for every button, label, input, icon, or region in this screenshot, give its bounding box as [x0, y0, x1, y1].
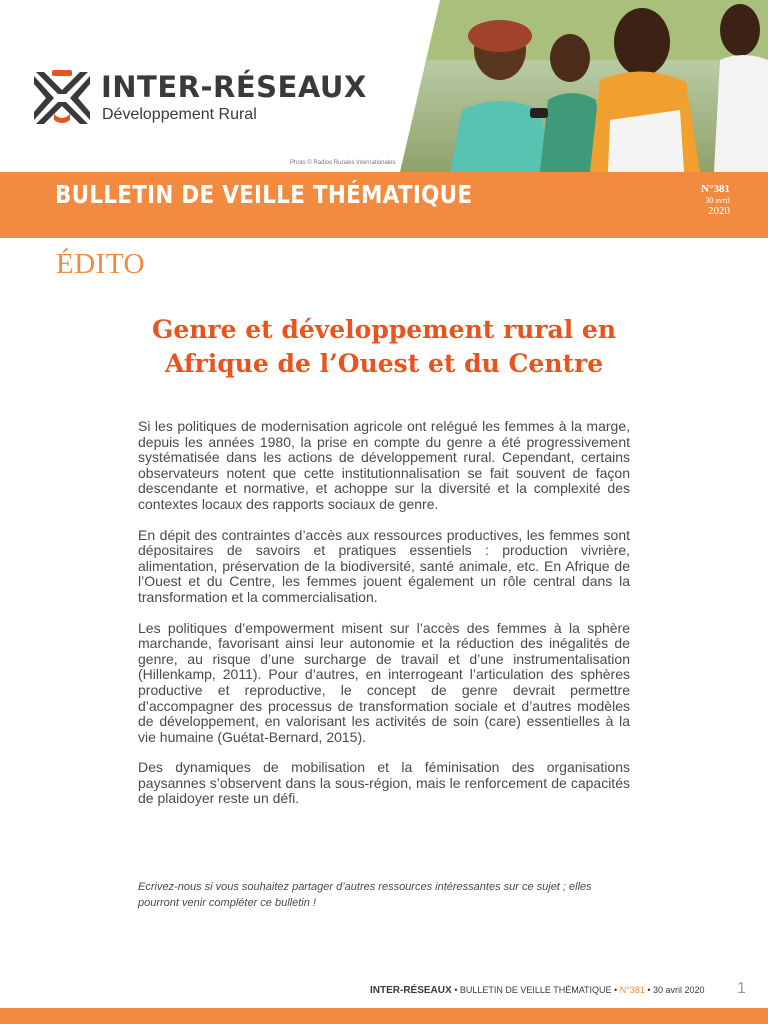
section-label: ÉDITO	[56, 248, 145, 280]
paragraph: Si les politiques de modernisation agricole ont relégué les femmes à la marge, depuis les années 1980, la prise en compte du genre a été progressivement systématisée dans les actions de développement rural. Cependant, certains observateurs notent que cette institutionnalisation se fait souvent de façon descendante et normative, et achoppe sur la diversité et la complexité des contextes locaux des rapports sociaux de genre.	[138, 418, 630, 512]
brand-title: INTER-RÉSEAUX	[101, 70, 367, 104]
page-header	[0, 0, 768, 172]
article-body	[138, 419, 630, 822]
issue-info	[701, 180, 730, 217]
cover-photo	[380, 0, 768, 172]
brand-subtitle: Développement Rural	[102, 106, 257, 123]
issue-year: 2020	[708, 205, 730, 217]
issue-day: 30 avril	[705, 196, 730, 205]
headline-line-1: Genre et développement rural en	[151, 315, 616, 344]
paragraph: En dépit des contraintes d’accès aux ressources productives, les femmes sont dépositaires de savoirs et pratiques essentiels : production vivrière, alimentation, préservation de la biodiversité, santé animale, etc. En Afrique de l’Ouest et du Centre, les femmes jouent également un rôle central dans la transformation et la commercialisation.	[138, 526, 630, 605]
page-number: 1	[737, 980, 746, 997]
headline-line-2: Afrique de l’Ouest et du Centre	[164, 349, 604, 378]
paragraph: Des dynamiques de mobilisation et la féminisation des organisations paysannes s’observent dans la sous-région, mais le renforcement de capacités de plaidoyer reste un défi.	[138, 759, 630, 807]
contact-note: Ecrivez-nous si vous souhaitez partager d’autres ressources intéressantes sur ce sujet ; elles pourront venir compléter ce bulletin !	[138, 881, 592, 909]
footer-date: • 30 avril 2020	[644, 985, 705, 995]
footer-brand: INTER-RÉSEAUX	[370, 985, 452, 996]
footer-bulletin-label: • BULLETIN DE VEILLE THÉMATIQUE •	[451, 985, 620, 995]
inter-reseaux-logo-icon	[32, 70, 92, 126]
bottom-bar	[0, 1008, 768, 1024]
photo-credit: Photo © Radios Rurales Internationales	[290, 160, 396, 166]
page-footer	[370, 985, 705, 996]
headline	[90, 313, 678, 381]
issue-number: N°381	[701, 183, 730, 195]
footer-issue: N°381	[619, 985, 645, 995]
bulletin-title: BULLETIN DE VEILLE THÉMATIQUE	[55, 180, 473, 209]
paragraph: Les politiques d’empowerment misent sur l’accès des femmes à la sphère marchande, favorisant ainsi leur autonomie et la réduction des inégalités de genre, au risque d’une surcharge de travail et d’une instrumentalisation (Hillenkamp, 2011). Pour d’autres, en interrogeant l’articulation des sphères productive et reproductive, le concept de genre devrait permettre d’accompagner des processus de transformation sociale et d’autres modèles de développement, en valorisant les activités de soin (care) essentielles à la vie humaine (Guétat-Bernard, 2015).	[138, 619, 630, 745]
